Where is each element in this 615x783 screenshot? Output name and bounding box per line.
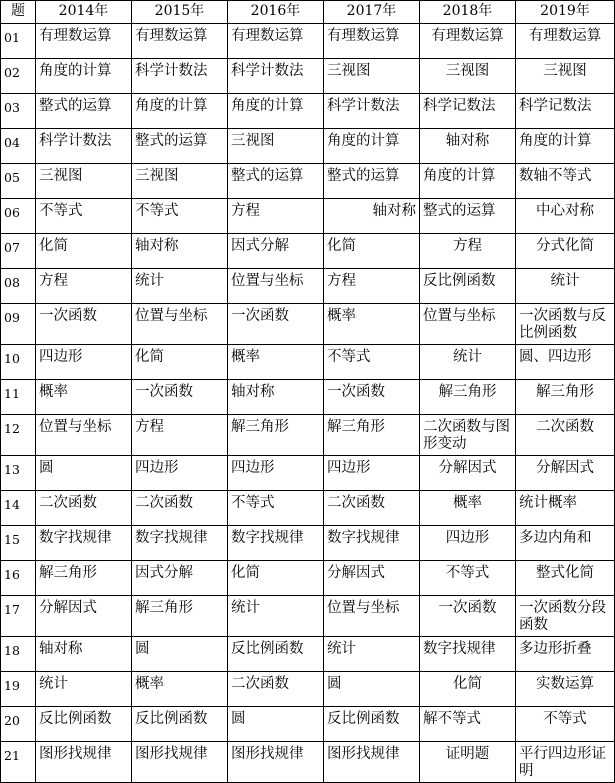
topic-cell-2014: 反比例函数 bbox=[36, 707, 132, 742]
question-number-cell: 09 bbox=[1, 304, 36, 345]
topic-cell-2017: 化简 bbox=[324, 234, 420, 269]
topic-cell-2019: 角度的计算 bbox=[516, 129, 615, 164]
table-row bbox=[1, 637, 615, 672]
topic-cell-2019: 三视图 bbox=[516, 59, 615, 94]
topic-cell-2019: 分解因式 bbox=[516, 456, 615, 491]
topic-cell-2015: 四边形 bbox=[132, 456, 228, 491]
topic-cell-2019: 分式化简 bbox=[516, 234, 615, 269]
topic-cell-2015: 整式的运算 bbox=[132, 129, 228, 164]
topic-cell-2015: 方程 bbox=[132, 415, 228, 456]
topic-cell-2015: 有理数运算 bbox=[132, 24, 228, 59]
topic-cell-2019: 圆、四边形 bbox=[516, 345, 615, 380]
question-number-cell: 10 bbox=[1, 345, 36, 380]
topic-cell-2019: 一次函数与反比例函数 bbox=[516, 304, 615, 345]
question-number-cell: 14 bbox=[1, 491, 36, 526]
topic-cell-2014: 一次函数 bbox=[36, 304, 132, 345]
topic-cell-2017: 图形找规律 bbox=[324, 742, 420, 783]
topic-cell-2014: 整式的运算 bbox=[36, 94, 132, 129]
topic-cell-2017: 统计 bbox=[324, 637, 420, 672]
table-row bbox=[1, 456, 615, 491]
topic-cell-2016: 统计 bbox=[228, 596, 324, 637]
topic-cell-2016: 解三角形 bbox=[228, 415, 324, 456]
topic-cell-2017: 解三角形 bbox=[324, 415, 420, 456]
topic-cell-2015: 解三角形 bbox=[132, 596, 228, 637]
topic-cell-2015: 位置与坐标 bbox=[132, 304, 228, 345]
header-year-2018: 2018年 bbox=[420, 1, 516, 24]
topic-cell-2014: 位置与坐标 bbox=[36, 415, 132, 456]
topic-cell-2014: 角度的计算 bbox=[36, 59, 132, 94]
topic-cell-2018: 一次函数 bbox=[420, 596, 516, 637]
table-row bbox=[1, 526, 615, 561]
topic-cell-2014: 三视图 bbox=[36, 164, 132, 199]
topic-cell-2016: 因式分解 bbox=[228, 234, 324, 269]
topic-cell-2017: 概率 bbox=[324, 304, 420, 345]
topic-cell-2018: 数字找规律 bbox=[420, 637, 516, 672]
topic-cell-2014: 图形找规律 bbox=[36, 742, 132, 783]
question-number-cell: 05 bbox=[1, 164, 36, 199]
question-number-cell: 11 bbox=[1, 380, 36, 415]
topic-cell-2017: 圆 bbox=[324, 672, 420, 707]
topic-cell-2017: 方程 bbox=[324, 269, 420, 304]
topic-cell-2018: 化简 bbox=[420, 672, 516, 707]
topic-cell-2017: 角度的计算 bbox=[324, 129, 420, 164]
table-row bbox=[1, 59, 615, 94]
topic-cell-2018: 角度的计算 bbox=[420, 164, 516, 199]
topic-cell-2016: 角度的计算 bbox=[228, 94, 324, 129]
topic-cell-2018: 反比例函数 bbox=[420, 269, 516, 304]
topic-cell-2016: 轴对称 bbox=[228, 380, 324, 415]
table-row bbox=[1, 596, 615, 637]
topic-cell-2015: 不等式 bbox=[132, 199, 228, 234]
topic-cell-2015: 圆 bbox=[132, 637, 228, 672]
topic-cell-2017: 轴对称 bbox=[324, 199, 420, 234]
topic-cell-2015: 轴对称 bbox=[132, 234, 228, 269]
header-year-2016: 2016年 bbox=[228, 1, 324, 24]
topic-cell-2018: 轴对称 bbox=[420, 129, 516, 164]
topic-cell-2016: 二次函数 bbox=[228, 672, 324, 707]
topic-cell-2019: 统计概率 bbox=[516, 491, 615, 526]
topic-cell-2019: 解三角形 bbox=[516, 380, 615, 415]
table-row bbox=[1, 304, 615, 345]
question-number-cell: 08 bbox=[1, 269, 36, 304]
table-row bbox=[1, 94, 615, 129]
table-row bbox=[1, 234, 615, 269]
topic-cell-2015: 因式分解 bbox=[132, 561, 228, 596]
topic-cell-2018: 二次函数与图形变动 bbox=[420, 415, 516, 456]
topic-cell-2014: 圆 bbox=[36, 456, 132, 491]
topic-cell-2014: 有理数运算 bbox=[36, 24, 132, 59]
topic-cell-2019: 有理数运算 bbox=[516, 24, 615, 59]
topic-cell-2015: 化简 bbox=[132, 345, 228, 380]
topic-cell-2018: 分解因式 bbox=[420, 456, 516, 491]
header-year-2017: 2017年 bbox=[324, 1, 420, 24]
topic-cell-2014: 四边形 bbox=[36, 345, 132, 380]
header-question-number: 题 bbox=[1, 1, 36, 24]
topic-cell-2018: 解三角形 bbox=[420, 380, 516, 415]
topic-cell-2016: 图形找规律 bbox=[228, 742, 324, 783]
topic-cell-2018: 统计 bbox=[420, 345, 516, 380]
topic-cell-2017: 三视图 bbox=[324, 59, 420, 94]
table-row bbox=[1, 24, 615, 59]
table-row bbox=[1, 129, 615, 164]
topic-cell-2018: 整式的运算 bbox=[420, 199, 516, 234]
topic-cell-2014: 化简 bbox=[36, 234, 132, 269]
table-row bbox=[1, 742, 615, 783]
question-number-cell: 19 bbox=[1, 672, 36, 707]
topic-cell-2015: 反比例函数 bbox=[132, 707, 228, 742]
question-number-cell: 20 bbox=[1, 707, 36, 742]
question-number-cell: 06 bbox=[1, 199, 36, 234]
topic-cell-2016: 三视图 bbox=[228, 129, 324, 164]
topic-cell-2014: 科学计数法 bbox=[36, 129, 132, 164]
topic-cell-2014: 二次函数 bbox=[36, 491, 132, 526]
topic-cell-2015: 科学计数法 bbox=[132, 59, 228, 94]
header-year-2019: 2019年 bbox=[516, 1, 615, 24]
question-number-cell: 17 bbox=[1, 596, 36, 637]
header-year-2014: 2014年 bbox=[36, 1, 132, 24]
topic-cell-2017: 二次函数 bbox=[324, 491, 420, 526]
topic-cell-2016: 科学计数法 bbox=[228, 59, 324, 94]
table-row bbox=[1, 561, 615, 596]
topic-cell-2017: 不等式 bbox=[324, 345, 420, 380]
table-row bbox=[1, 269, 615, 304]
topic-cell-2019: 平行四边形证明 bbox=[516, 742, 615, 783]
topic-cell-2018: 证明题 bbox=[420, 742, 516, 783]
topic-cell-2015: 概率 bbox=[132, 672, 228, 707]
question-number-cell: 07 bbox=[1, 234, 36, 269]
topic-cell-2017: 整式的运算 bbox=[324, 164, 420, 199]
topic-cell-2019: 实数运算 bbox=[516, 672, 615, 707]
question-number-cell: 15 bbox=[1, 526, 36, 561]
topic-cell-2017: 分解因式 bbox=[324, 561, 420, 596]
topic-cell-2016: 位置与坐标 bbox=[228, 269, 324, 304]
table-row bbox=[1, 345, 615, 380]
topic-cell-2017: 有理数运算 bbox=[324, 24, 420, 59]
topic-cell-2016: 方程 bbox=[228, 199, 324, 234]
question-number-cell: 03 bbox=[1, 94, 36, 129]
topic-cell-2015: 三视图 bbox=[132, 164, 228, 199]
table-row bbox=[1, 707, 615, 742]
table-row bbox=[1, 164, 615, 199]
topic-cell-2014: 概率 bbox=[36, 380, 132, 415]
topic-cell-2014: 数字找规律 bbox=[36, 526, 132, 561]
topic-cell-2018: 位置与坐标 bbox=[420, 304, 516, 345]
topic-cell-2018: 有理数运算 bbox=[420, 24, 516, 59]
topic-cell-2017: 数字找规律 bbox=[324, 526, 420, 561]
topic-cell-2019: 统计 bbox=[516, 269, 615, 304]
topic-cell-2016: 圆 bbox=[228, 707, 324, 742]
topic-cell-2019: 多边内角和 bbox=[516, 526, 615, 561]
question-number-cell: 13 bbox=[1, 456, 36, 491]
table-row bbox=[1, 415, 615, 456]
table-row bbox=[1, 380, 615, 415]
topic-cell-2016: 有理数运算 bbox=[228, 24, 324, 59]
topic-cell-2016: 数字找规律 bbox=[228, 526, 324, 561]
topic-cell-2018: 四边形 bbox=[420, 526, 516, 561]
question-number-cell: 02 bbox=[1, 59, 36, 94]
topic-cell-2018: 不等式 bbox=[420, 561, 516, 596]
header-year-2015: 2015年 bbox=[132, 1, 228, 24]
topic-cell-2015: 一次函数 bbox=[132, 380, 228, 415]
topic-cell-2015: 图形找规律 bbox=[132, 742, 228, 783]
question-number-cell: 04 bbox=[1, 129, 36, 164]
topic-cell-2016: 反比例函数 bbox=[228, 637, 324, 672]
topic-cell-2015: 数字找规律 bbox=[132, 526, 228, 561]
topic-cell-2018: 三视图 bbox=[420, 59, 516, 94]
header-row bbox=[1, 1, 615, 24]
topic-cell-2016: 一次函数 bbox=[228, 304, 324, 345]
question-number-cell: 16 bbox=[1, 561, 36, 596]
topic-cell-2017: 位置与坐标 bbox=[324, 596, 420, 637]
question-number-cell: 21 bbox=[1, 742, 36, 783]
topic-cell-2017: 四边形 bbox=[324, 456, 420, 491]
topic-cell-2015: 统计 bbox=[132, 269, 228, 304]
topic-cell-2019: 中心对称 bbox=[516, 199, 615, 234]
topic-cell-2017: 一次函数 bbox=[324, 380, 420, 415]
topic-cell-2018: 概率 bbox=[420, 491, 516, 526]
topic-cell-2017: 反比例函数 bbox=[324, 707, 420, 742]
topic-cell-2019: 数轴不等式 bbox=[516, 164, 615, 199]
topic-cell-2018: 解不等式 bbox=[420, 707, 516, 742]
question-number-cell: 01 bbox=[1, 24, 36, 59]
topic-cell-2016: 不等式 bbox=[228, 491, 324, 526]
topic-cell-2019: 整式化简 bbox=[516, 561, 615, 596]
topic-cell-2017: 科学计数法 bbox=[324, 94, 420, 129]
topic-cell-2014: 解三角形 bbox=[36, 561, 132, 596]
topic-cell-2014: 统计 bbox=[36, 672, 132, 707]
question-number-cell: 12 bbox=[1, 415, 36, 456]
table-row bbox=[1, 491, 615, 526]
topic-cell-2018: 科学记数法 bbox=[420, 94, 516, 129]
table-row bbox=[1, 672, 615, 707]
topic-cell-2015: 二次函数 bbox=[132, 491, 228, 526]
topic-cell-2016: 整式的运算 bbox=[228, 164, 324, 199]
topic-cell-2016: 化简 bbox=[228, 561, 324, 596]
topic-cell-2019: 多边形折叠 bbox=[516, 637, 615, 672]
topic-cell-2016: 概率 bbox=[228, 345, 324, 380]
question-number-cell: 18 bbox=[1, 637, 36, 672]
topic-cell-2019: 科学记数法 bbox=[516, 94, 615, 129]
topic-cell-2019: 一次函数分段函数 bbox=[516, 596, 615, 637]
topic-cell-2019: 二次函数 bbox=[516, 415, 615, 456]
table-row bbox=[1, 199, 615, 234]
topic-cell-2014: 分解因式 bbox=[36, 596, 132, 637]
topic-cell-2015: 角度的计算 bbox=[132, 94, 228, 129]
topic-cell-2019: 不等式 bbox=[516, 707, 615, 742]
topic-cell-2014: 不等式 bbox=[36, 199, 132, 234]
topic-cell-2018: 方程 bbox=[420, 234, 516, 269]
topic-cell-2016: 四边形 bbox=[228, 456, 324, 491]
table-body bbox=[1, 24, 615, 783]
topic-cell-2014: 方程 bbox=[36, 269, 132, 304]
topic-cell-2014: 轴对称 bbox=[36, 637, 132, 672]
